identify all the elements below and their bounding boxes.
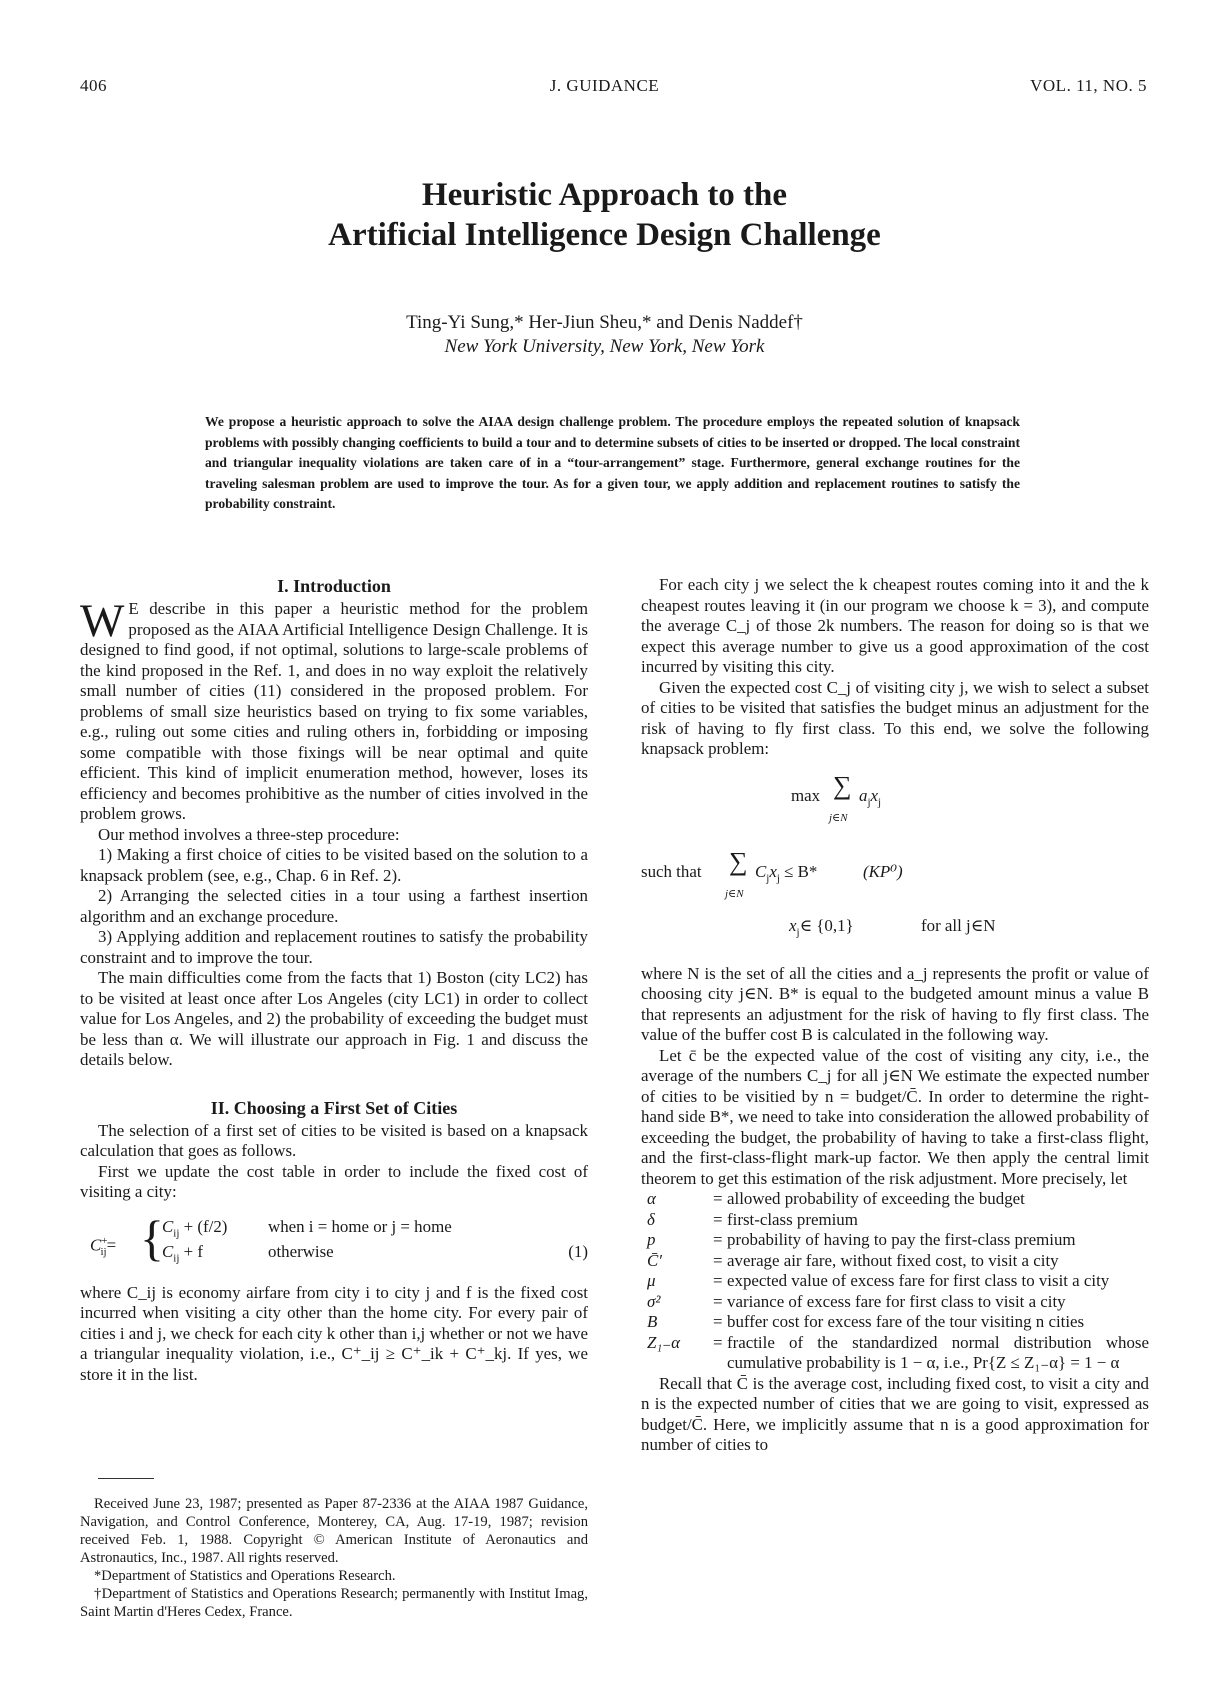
glossary-row (641, 1292, 1149, 1313)
glossary-equals: = (713, 1250, 723, 1270)
section-heading-introduction: I. Introduction (277, 576, 391, 596)
glossary-equals: = (713, 1312, 723, 1331)
kp-sum-constraint: ∑ (729, 846, 748, 876)
glossary-symbol: Z₁₋α (647, 1332, 681, 1352)
footnote-star: *Department of Statistics and Operations Research. (94, 1568, 396, 1584)
title-line-2: Artificial Intelligence Design Challenge (328, 217, 881, 253)
eq1-lhs: $C^+_{ij}=$ (90, 1234, 117, 1258)
kp-max: max (791, 785, 821, 805)
eq1-case-1: $C_{ij} + (f/2)$ (162, 1216, 228, 1239)
glossary-description: buffer cost for excess fare of the tour visiting n cities (727, 1312, 1085, 1331)
glossary-symbol: α (647, 1189, 656, 1208)
equation-1 (80, 1211, 588, 1273)
glossary-symbol: B (647, 1312, 658, 1331)
section2-paragraph-3: where C_ij is economy airfare from city i to city j and f is the fixed cost incurred when visiting a city other than the home city. For every pair of cities i and j, we check for each city k other than i,j whether or not we have a triangular inequality violation, i.e., C⁺_ij ≥ C⁺_ik + C⁺_kj. If yes, we store it in the list. (80, 1282, 588, 1384)
footnote-rule (98, 1478, 154, 1479)
volume-issue: VOL. 11, NO. 5 (1030, 76, 1147, 95)
footnotes (80, 1495, 588, 1621)
footnote-received: Received June 23, 1987; presented as Paper 87-2336 at the AIAA 1987 Guidance, Navigation, and Control Conference, Monterey, CA, Aug. 17-19, 1987; revision received Feb. 1, 1988. Copyright © American Institute of Aeronautics and Astronautics, Inc., 1987. All rights reserved. (80, 1496, 588, 1566)
glossary-symbol: δ (647, 1209, 655, 1229)
author-affiliation: New York University, New York, New York (444, 336, 765, 357)
intro-paragraph-6: The main difficulties come from the facts that 1) Boston (city LC2) has to be visited at least once after Los Angeles (city LC1) in order to collect value for Los Angeles, and 2) the probability of exceeding the budget must be less than α. We will illustrate our approach in Fig. 1 and discuss the details below. (80, 968, 588, 1069)
eq1-case-2: $C_{ij} + f$ (162, 1241, 204, 1264)
glossary-row (641, 1189, 1149, 1210)
glossary-row (641, 1230, 1149, 1251)
kp-sum-objective: ∑ (833, 770, 852, 800)
kp-sum-constraint-index: j∈N (725, 887, 744, 900)
kp-constraint: $C_jx_j \le B*$ (755, 861, 818, 884)
eq1-number: (1) (568, 1241, 588, 1261)
glossary-equals: = (713, 1189, 723, 1208)
section-heading-first-set: II. Choosing a First Set of Cities (210, 1097, 458, 1118)
kp-such-that: such that (641, 861, 702, 881)
intro-step-2: 2) Arranging the selected cities in a tour using a farthest insertion algorithm and an exchange procedure. (80, 886, 588, 926)
footnote-dagger: †Department of Statistics and Operations Research; permanently with Institut Imag, Saint Martin d'Heres Cedex, France. (80, 1586, 588, 1620)
symbol-glossary (641, 1189, 1149, 1374)
glossary-equals: = (713, 1230, 723, 1249)
title-line-1: Heuristic Approach to the (421, 177, 788, 213)
right-paragraph-5: Recall that C̄ is the average cost, including fixed cost, to visit a city and n is the expected number of cities that we are going to visit, expressed as budget/C̄. Here, we implicitly assume that n is a good approximation for number of cities to (641, 1373, 1149, 1454)
intro-step-1: 1) Making a first choice of cities to be visited based on the solution to a knapsack problem (see, e.g., Chap. 6 in Ref. 2). (80, 845, 588, 885)
journal-name: J. GUIDANCE (549, 76, 660, 95)
section2-paragraph-2: First we update the cost table in order to include the fixed cost of visiting a city: (80, 1161, 588, 1201)
glossary-equals: = (713, 1332, 723, 1352)
glossary-row (641, 1251, 1149, 1272)
glossary-description: variance of excess fare for first class to visit a city (727, 1291, 1066, 1311)
knapsack-problem (641, 766, 1149, 956)
glossary-description: probability of having to pay the first-class premium (727, 1230, 1076, 1249)
kp-objective-term: $a_jx_j$ (859, 785, 882, 808)
eq1-condition-2: otherwise (268, 1241, 334, 1261)
author-names: Ting-Yi Sung,* Her-Jiun Sheu,* and Denis Naddef† (406, 312, 803, 333)
glossary-symbol: p (647, 1230, 656, 1249)
abstract: We propose a heuristic approach to solve the AIAA design challenge problem. The procedure employs the repeated solution of knapsack problems with possibly changing coefficients to build a tour and to determine subsets of cities to be inserted or dropped. The local constraint and triangular inequality violations are taken care of in a “tour-arrangement” stage. Furthermore, general exchange routines for the traveling salesman problem are used to improve the tour. As for a given tour, we apply addition and replacement routines to satisfy the probability constraint. (205, 414, 1020, 512)
glossary-equals: = (713, 1271, 723, 1290)
kp-binary-constraint: $x_j\in$ {0,1} (789, 915, 854, 938)
glossary-description: allowed probability of exceeding the budget (727, 1189, 1025, 1208)
kp-label: (KP⁰) (863, 861, 903, 881)
glossary-description: first-class premium (727, 1209, 858, 1229)
glossary-equals: = (713, 1209, 723, 1229)
glossary-symbol: μ (647, 1271, 656, 1290)
glossary-row (641, 1312, 1149, 1333)
glossary-description: average air fare, without fixed cost, to visit a city (727, 1250, 1059, 1270)
intro-paragraph-2: Our method involves a three-step procedure: (98, 824, 400, 844)
glossary-row (641, 1333, 1149, 1374)
intro-paragraph-1: W E describe in this paper a heuristic method for the problem proposed as the AIAA Artificial Intelligence Design Challenge. It is designed to find good, if not optimal, solutions to large-scale problems of the kind proposed in the Ref. 1, and does in no way exploit the relatively small number of cities (11) considered in the proposed problem. For problems of small size heuristics based on trying to fix some variables, e.g., ruling out some cities and ruling others in, forbidding or imposing some compatible with those fixings will be near optimal and quite efficient. This kind of implicit enumeration method, however, loses its efficiency and becomes prohibitive as the number of cities involved in the problem grows. (80, 595, 588, 823)
kp-sum-objective-index: j∈N (829, 811, 848, 824)
glossary-description: fractile of the standardized normal distribution whose cumulative probability is 1 − α, i.e., Pr{Z ≤ Z₁₋α} = 1 − α (727, 1332, 1149, 1372)
glossary-symbol: C̄′ (647, 1250, 662, 1270)
glossary-row (641, 1210, 1149, 1231)
drop-cap: W (80, 595, 125, 647)
eq1-brace: { (140, 1209, 164, 1266)
author-block (0, 311, 1209, 359)
glossary-row (641, 1271, 1149, 1292)
right-paragraph-4: Let c̄ be the expected value of the cost of visiting any city, i.e., the average of the numbers C_j for all j∈N We estimate the expected number of cities to be visitied by n = budget/C̄. In order to determine the right-hand side B*, we need to take into consideration the allowed probability of exceeding the budget, the probability of having to take a first-class flight, and the first-class-flight mark-up factor. We then apply the central limit theorem to get this estimation of the risk adjustment. More precisely, let (641, 1045, 1149, 1188)
right-column (641, 575, 1149, 1456)
right-paragraph-3: where N is the set of all the cities and a_j represents the profit or value of choosing city j∈N. B* is equal to the budgeted amount minus a value B that represents an adjustment for the risk of having to fly first class. The value of the buffer cost B is calculated in the following way. (641, 963, 1149, 1044)
page-number: 406 (80, 76, 107, 95)
eq1-condition-1: when i = home or j = home (268, 1216, 452, 1236)
right-paragraph-2: Given the expected cost C_j of visiting city j, we wish to select a subset of cities to be visited that satisfies the budget minus an adjustment for the risk of having to fly first class. To this end, we solve the following knapsack problem: (641, 677, 1149, 758)
glossary-symbol: σ² (647, 1291, 661, 1311)
glossary-description: expected value of excess fare for first class to visit a city (727, 1271, 1110, 1290)
glossary-equals: = (713, 1291, 723, 1311)
intro-step-3: 3) Applying addition and replacement routines to satisfy the probability constraint and to improve the tour. (80, 927, 588, 967)
section2-paragraph-1: The selection of a first set of cities to be visited is based on a knapsack calculation that goes as follows. (80, 1120, 588, 1160)
kp-for-all: for all j∈N (921, 915, 996, 935)
right-paragraph-1: For each city j we select the k cheapest routes coming into it and the k cheapest routes leaving it (in our program we choose k = 3), and compute the average C_j of those 2k numbers. The reason for doing so is that we expect this average number to give us a good approximation of the cost incurred by visiting this city. (641, 575, 1149, 676)
paper-title (0, 175, 1209, 255)
left-column (80, 575, 588, 1385)
